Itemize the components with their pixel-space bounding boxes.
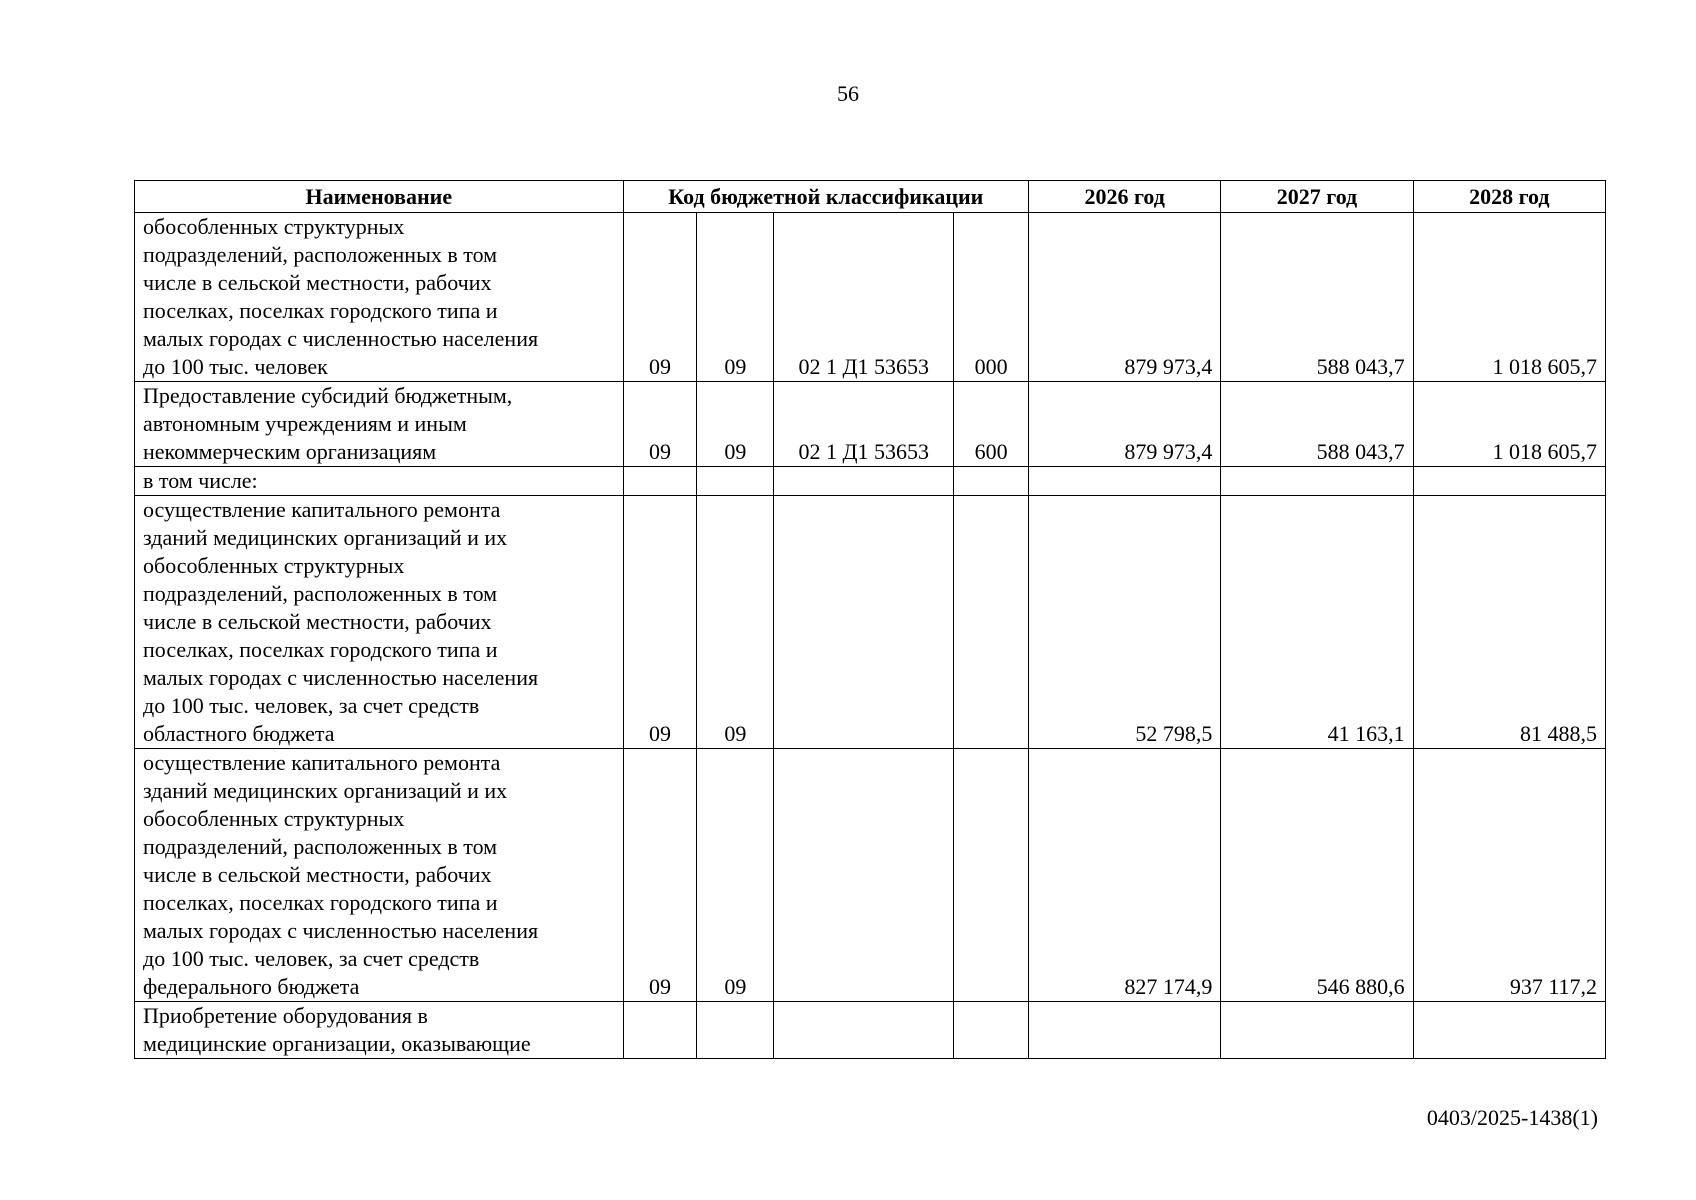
code-target-article xyxy=(774,467,954,496)
document-number: 0403/2025-1438(1) xyxy=(1426,1105,1598,1130)
value-2028 xyxy=(1413,467,1605,496)
code-subsection: 09 xyxy=(697,213,774,382)
code-expense-type xyxy=(954,496,1029,749)
row-name: осуществление капитального ремонта зданий медицинских организаций и их обособленных структурных подразделений, расположенных в том числе в сельской местности, рабочих поселках, поселках городского типа и малых городах с численностью населения до 100 тыс. человек, за счет средств федерального бюджета xyxy=(135,749,624,1002)
value-2026: 52 798,5 xyxy=(1029,496,1221,749)
code-subsection: 09 xyxy=(697,496,774,749)
table-row xyxy=(135,467,1606,496)
code-target-article xyxy=(774,749,954,1002)
value-2026: 827 174,9 xyxy=(1029,749,1221,1002)
code-section: 09 xyxy=(623,382,697,467)
code-section: 09 xyxy=(623,213,697,382)
code-target-article: 02 1 Д1 53653 xyxy=(774,213,954,382)
value-2026: 879 973,4 xyxy=(1029,382,1221,467)
code-subsection: 09 xyxy=(697,382,774,467)
header-2026: 2026 год xyxy=(1029,181,1221,213)
value-2028: 1 018 605,7 xyxy=(1413,382,1605,467)
code-section: 09 xyxy=(623,496,697,749)
table-row xyxy=(135,749,1606,1002)
value-2027: 41 163,1 xyxy=(1221,496,1413,749)
budget-table xyxy=(134,180,1606,1059)
header-code: Код бюджетной классификации xyxy=(623,181,1028,213)
value-2028 xyxy=(1413,1002,1605,1059)
table-header-row xyxy=(135,181,1606,213)
code-target-article: 02 1 Д1 53653 xyxy=(774,382,954,467)
value-2027 xyxy=(1221,467,1413,496)
code-subsection xyxy=(697,467,774,496)
table-row xyxy=(135,213,1606,382)
row-name: осуществление капитального ремонта зданий медицинских организаций и их обособленных структурных подразделений, расположенных в том числе в сельской местности, рабочих поселках, поселках городского типа и малых городах с численностью населения до 100 тыс. человек, за счет средств областного бюджета xyxy=(135,496,624,749)
value-2027: 546 880,6 xyxy=(1221,749,1413,1002)
value-2027 xyxy=(1221,1002,1413,1059)
code-subsection xyxy=(697,1002,774,1059)
code-section xyxy=(623,467,697,496)
value-2026: 879 973,4 xyxy=(1029,213,1221,382)
code-section: 09 xyxy=(623,749,697,1002)
value-2026 xyxy=(1029,1002,1221,1059)
row-name: Предоставление субсидий бюджетным, автономным учреждениям и иным некоммерческим организациям xyxy=(135,382,624,467)
table-row xyxy=(135,1002,1606,1059)
table-row xyxy=(135,496,1606,749)
code-target-article xyxy=(774,1002,954,1059)
row-name: обособленных структурных подразделений, расположенных в том числе в сельской местности, рабочих поселках, поселках городского типа и малых городах с численностью населения до 100 тыс. человек xyxy=(135,213,624,382)
header-2027: 2027 год xyxy=(1221,181,1413,213)
table-row xyxy=(135,382,1606,467)
value-2027: 588 043,7 xyxy=(1221,382,1413,467)
code-expense-type: 000 xyxy=(954,213,1029,382)
header-name: Наименование xyxy=(135,181,624,213)
value-2028: 81 488,5 xyxy=(1413,496,1605,749)
code-expense-type xyxy=(954,1002,1029,1059)
code-section xyxy=(623,1002,697,1059)
header-2028: 2028 год xyxy=(1413,181,1605,213)
value-2028: 937 117,2 xyxy=(1413,749,1605,1002)
value-2026 xyxy=(1029,467,1221,496)
row-name: Приобретение оборудования в медицинские организации, оказывающие xyxy=(135,1002,624,1059)
code-expense-type xyxy=(954,467,1029,496)
code-expense-type: 600 xyxy=(954,382,1029,467)
code-subsection: 09 xyxy=(697,749,774,1002)
value-2027: 588 043,7 xyxy=(1221,213,1413,382)
value-2028: 1 018 605,7 xyxy=(1413,213,1605,382)
code-expense-type xyxy=(954,749,1029,1002)
code-target-article xyxy=(774,496,954,749)
page-number: 56 xyxy=(837,81,859,106)
row-name: в том числе: xyxy=(135,467,624,496)
